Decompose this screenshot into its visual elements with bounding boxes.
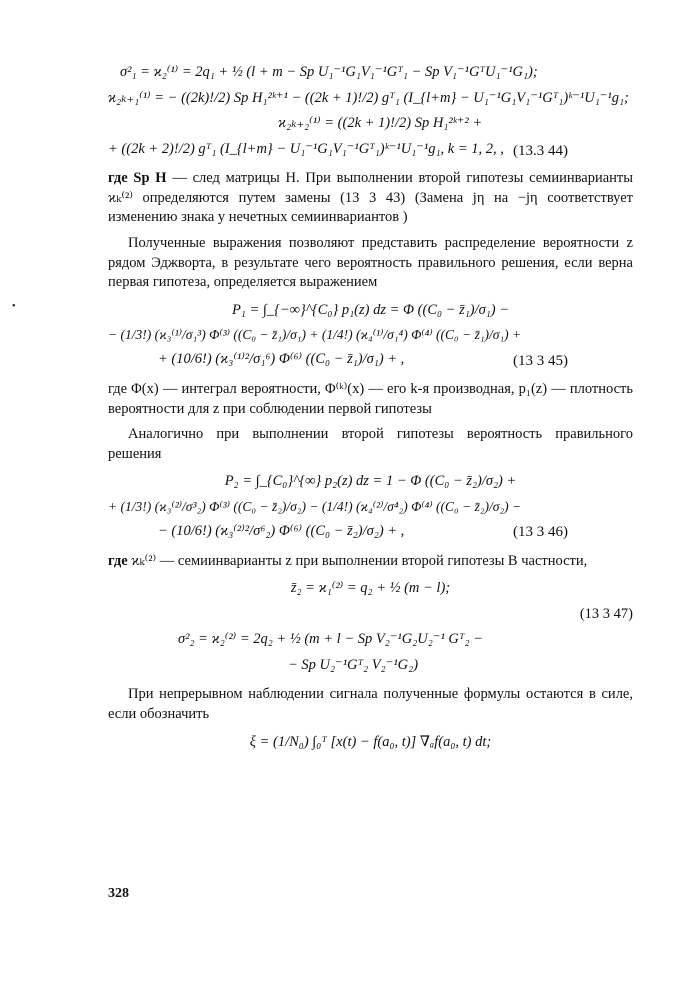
- equation-line: ϰ₂ₖ₊₂⁽¹⁾ = ((2k + 1)!/2) Sp H₁²ᵏ⁺² +: [278, 115, 483, 132]
- equation-line: z̄₂ = ϰ₁⁽²⁾ = q₂ + ½ (m − l);: [290, 580, 451, 597]
- equation-line: + (10/6!) (ϰ₃⁽¹⁾²/σ₁⁶) Φ⁽⁶⁾ ((C₀ − z̄₁)/σ₁) + ,: [158, 351, 405, 368]
- equation-line: − (10/6!) (ϰ₃⁽²⁾²/σ⁶₂) Φ⁽⁶⁾ ((C₀ − z̄₂)/σ₂) + ,: [158, 523, 405, 539]
- paragraph: Полученные выражения позволяют представить распределение вероятности z рядом Эджворта, в результате чего вероятность правильного решения, если верна первая гипотеза, определяется выражением: [108, 234, 633, 291]
- paragraph: Аналогично при выполнении второй гипотезы вероятность правильного решения: [108, 426, 633, 462]
- equation-13-3-47: [108, 579, 633, 675]
- paragraph-text: ϰₖ⁽²⁾ — семиинварианты z при выполнении второй гипотезы В частности,: [131, 552, 588, 569]
- page-number: 328: [108, 886, 129, 901]
- paragraph: [108, 552, 633, 572]
- equation-13-3-46: [108, 472, 633, 541]
- paragraph: где Φ(x) — интеграл вероятности, Φ⁽ᵏ⁾(x) — его k-я производная, p₁(z) — плотность вероятности для z при соблюдении первой гипотезы: [108, 380, 633, 417]
- equation-line: P₁ = ∫_{−∞}^{C₀} p₁(z) dz = Φ ((C₀ − z̄₁)/σ₁) −: [231, 301, 510, 318]
- paragraph-term: Sp H: [133, 170, 167, 187]
- equation-number: (13 3 47): [579, 605, 633, 622]
- equation-line: ϰ₂ₖ₊₁⁽¹⁾ = − ((2k)!/2) Sp H₁²ᵏ⁺¹ − ((2k + 1)!/2) gᵀ₁ (I_{l+m} − U₁⁻¹G₁V₁⁻¹Gᵀ₁)ᵏ⁻¹U₁⁻¹g₁;: [108, 89, 629, 106]
- equation-number: (13 3 46): [513, 524, 568, 541]
- equation-line: P₂ = ∫_{C₀}^{∞} p₂(z) dz = 1 − Φ ((C₀ − z̄₂)/σ₂) +: [224, 473, 517, 490]
- equation-13-3-45: [108, 301, 633, 370]
- equation-line: − Sp U₂⁻¹Gᵀ₂ V₂⁻¹G₂): [288, 656, 419, 673]
- paragraph: [108, 169, 633, 228]
- equation-number: (13 3 45): [513, 352, 568, 369]
- equation-line: σ²₂ = ϰ₂⁽²⁾ = 2q₂ + ½ (m + l − Sp V₂⁻¹G₂U₂⁻¹ Gᵀ₂ −: [178, 631, 483, 648]
- paragraph-lead: где: [108, 170, 128, 187]
- equation-line: − (1/3!) (ϰ₃⁽¹⁾/σ₁³) Φ⁽³⁾ ((C₀ − z̄₁)/σ₁) + (1/4!) (ϰ₄⁽¹⁾/σ₁⁴) Φ⁽⁴⁾ ((C₀ − z̄₁)/σ₁) +: [108, 327, 522, 343]
- equation-number: (13.3 44): [513, 143, 568, 159]
- margin-mark: •: [12, 301, 16, 312]
- equation-line: σ²₁ = ϰ₂⁽¹⁾ = 2q₁ + ½ (l + m − Sp U₁⁻¹G₁V₁⁻¹Gᵀ₁ − Sp V₁⁻¹GᵀU₁⁻¹G₁);: [120, 64, 538, 80]
- paragraph-lead: где: [108, 552, 128, 569]
- equation-line: ξ = (1/N₀) ∫₀ᵀ [x(t) − f(a₀, t)] ∇ₐf(a₀, t) dt;: [249, 733, 492, 750]
- paragraph: При непрерывном наблюдении сигнала полученные формулы остаются в силе, если обозначить: [108, 686, 633, 722]
- equation-13-3-44: [108, 63, 633, 159]
- equation-line: + (1/3!) (ϰ₃⁽²⁾/σ³₂) Φ⁽³⁾ ((C₀ − z̄₂)/σ₂) − (1/4!) (ϰ₄⁽²⁾/σ⁴₂) Φ⁽⁴⁾ ((C₀ − z̄₂)/σ₂) −: [108, 498, 522, 514]
- equation-line: + ((2k + 2)!/2) gᵀ₁ (I_{l+m} − U₁⁻¹G₁V₁⁻¹Gᵀ₁)ᵏ⁻¹U₁⁻¹g₁, k = 1, 2, ,: [108, 140, 504, 157]
- paragraph-text: — след матрицы H. При выполнении второй гипотезы семиинварианты ϰₖ⁽²⁾ определяются путем замены (13 3 43) (Замена jη на −jη соответствует изменению знака у нечетных семиинвариантов ): [108, 170, 633, 226]
- equation-xi: [108, 733, 633, 753]
